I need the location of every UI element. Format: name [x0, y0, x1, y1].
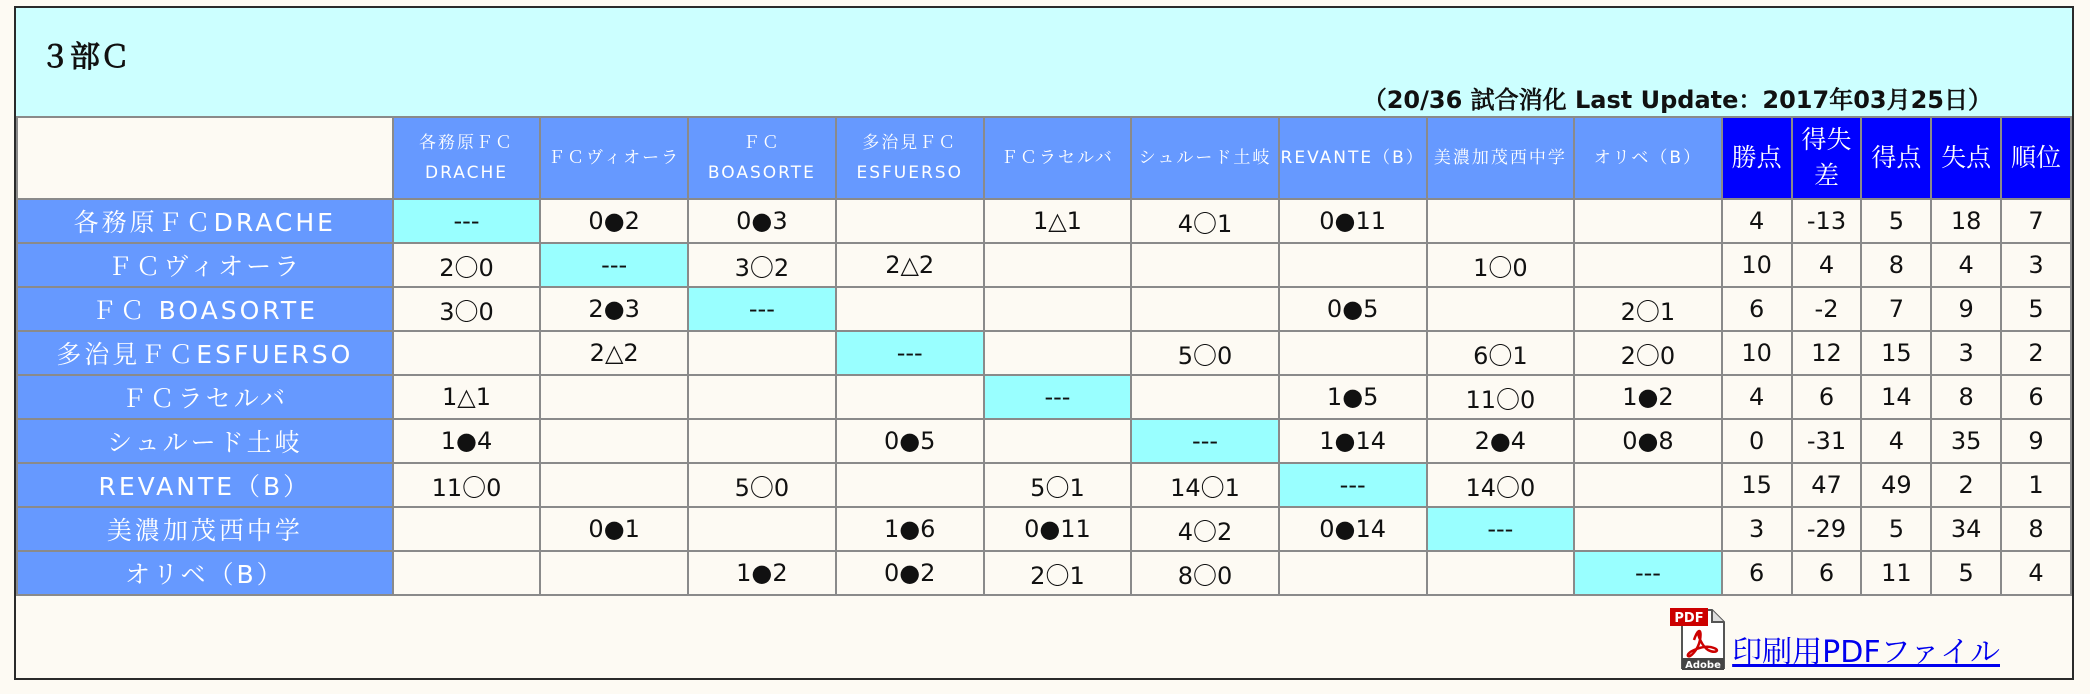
- stat-cell: 7: [2001, 199, 2071, 243]
- self-match-cell: ---: [688, 287, 836, 331]
- match-result-cell: 14〇0: [1427, 463, 1575, 507]
- column-header-team: ＦＣ BOASORTE: [688, 117, 836, 199]
- pdf-footer: [1668, 602, 2000, 672]
- match-result-cell: [1574, 243, 1722, 287]
- self-match-cell: ---: [1574, 551, 1722, 595]
- column-header-team: ＦＣヴィオーラ: [540, 117, 688, 199]
- match-result-cell: 0●11: [984, 507, 1132, 551]
- row-header-team: 各務原ＦＣDRACHE: [17, 199, 393, 243]
- stat-cell: -29: [1792, 507, 1862, 551]
- self-match-cell: ---: [393, 199, 541, 243]
- standings-table: [16, 116, 2072, 596]
- division-title: ３部Ｃ: [40, 40, 130, 75]
- column-header-stat: 勝点: [1722, 117, 1792, 199]
- match-result-cell: [1279, 243, 1427, 287]
- stat-cell: 3: [1722, 507, 1792, 551]
- match-result-cell: [1131, 287, 1279, 331]
- match-result-cell: [984, 243, 1132, 287]
- stat-cell: -2: [1792, 287, 1862, 331]
- match-result-cell: 4〇2: [1131, 507, 1279, 551]
- stat-cell: 2: [1931, 463, 2001, 507]
- match-result-cell: 6〇1: [1427, 331, 1575, 375]
- header-row: [17, 117, 2071, 199]
- match-result-cell: [1574, 463, 1722, 507]
- self-match-cell: ---: [1279, 463, 1427, 507]
- stat-cell: 5: [1861, 507, 1931, 551]
- match-result-cell: [540, 375, 688, 419]
- match-result-cell: 2●3: [540, 287, 688, 331]
- match-result-cell: 5〇1: [984, 463, 1132, 507]
- column-header-team: シュルード土岐: [1131, 117, 1279, 199]
- match-result-cell: [1427, 199, 1575, 243]
- match-result-cell: 1●6: [836, 507, 984, 551]
- row-header-team: REVANTE（B）: [17, 463, 393, 507]
- match-result-cell: 2〇1: [984, 551, 1132, 595]
- row-header-team: ＦＣラセルバ: [17, 375, 393, 419]
- stat-cell: 11: [1861, 551, 1931, 595]
- print-pdf-link[interactable]: 印刷用PDFファイル: [1732, 635, 2000, 670]
- match-result-cell: [688, 419, 836, 463]
- match-result-cell: 0●1: [540, 507, 688, 551]
- stat-cell: 4: [1722, 199, 1792, 243]
- table-row: [17, 287, 2071, 331]
- match-result-cell: [984, 331, 1132, 375]
- stat-cell: 7: [1861, 287, 1931, 331]
- column-header-stat: 得失差: [1792, 117, 1862, 199]
- stat-cell: 14: [1861, 375, 1931, 419]
- self-match-cell: ---: [540, 243, 688, 287]
- match-result-cell: 8〇0: [1131, 551, 1279, 595]
- match-result-cell: 14〇1: [1131, 463, 1279, 507]
- adobe-brand-label: Adobe: [1685, 660, 1721, 671]
- column-header-stat: 順位: [2001, 117, 2071, 199]
- match-result-cell: 2△2: [540, 331, 688, 375]
- stat-cell: -13: [1792, 199, 1862, 243]
- stat-cell: 5: [2001, 287, 2071, 331]
- stat-cell: 4: [1722, 375, 1792, 419]
- match-result-cell: 2〇0: [1574, 331, 1722, 375]
- table-row: [17, 551, 2071, 595]
- table-row: [17, 419, 2071, 463]
- match-result-cell: [1574, 199, 1722, 243]
- stat-cell: 5: [1861, 199, 1931, 243]
- match-result-cell: 5〇0: [1131, 331, 1279, 375]
- match-result-cell: 1●5: [1279, 375, 1427, 419]
- match-result-cell: [836, 375, 984, 419]
- table-row: [17, 331, 2071, 375]
- stat-cell: 8: [1931, 375, 2001, 419]
- stat-cell: 12: [1792, 331, 1862, 375]
- stat-cell: 4: [1792, 243, 1862, 287]
- self-match-cell: ---: [836, 331, 984, 375]
- stat-cell: 4: [1931, 243, 2001, 287]
- stat-cell: 6: [1722, 287, 1792, 331]
- match-result-cell: [688, 507, 836, 551]
- match-result-cell: [393, 331, 541, 375]
- table-row: [17, 199, 2071, 243]
- stat-cell: 6: [1722, 551, 1792, 595]
- match-result-cell: 0●2: [836, 551, 984, 595]
- panel-header: [16, 8, 2072, 117]
- pdf-file-icon[interactable]: [1668, 606, 1730, 672]
- match-result-cell: [1427, 551, 1575, 595]
- table-row: [17, 507, 2071, 551]
- stat-cell: 6: [2001, 375, 2071, 419]
- stat-cell: 9: [2001, 419, 2071, 463]
- match-result-cell: 0●3: [688, 199, 836, 243]
- stat-cell: 10: [1722, 243, 1792, 287]
- match-result-cell: 4〇1: [1131, 199, 1279, 243]
- match-result-cell: 3〇2: [688, 243, 836, 287]
- update-info: （20/36 試合消化 Last Update：2017年03月25日）: [1362, 86, 1992, 114]
- match-result-cell: [984, 287, 1132, 331]
- self-match-cell: ---: [1131, 419, 1279, 463]
- table-row: [17, 243, 2071, 287]
- column-header-team: ＦＣラセルバ: [984, 117, 1132, 199]
- match-result-cell: 5〇0: [688, 463, 836, 507]
- match-result-cell: [540, 419, 688, 463]
- match-result-cell: [1427, 287, 1575, 331]
- column-header-team: REVANTE（B）: [1279, 117, 1427, 199]
- column-header-stat: 失点: [1931, 117, 2001, 199]
- match-result-cell: 11〇0: [1427, 375, 1575, 419]
- match-result-cell: 1△1: [984, 199, 1132, 243]
- match-result-cell: 2△2: [836, 243, 984, 287]
- column-header-team: 各務原ＦＣDRACHE: [393, 117, 541, 199]
- match-result-cell: [836, 199, 984, 243]
- match-result-cell: [836, 287, 984, 331]
- column-header-stat: 得点: [1861, 117, 1931, 199]
- stat-cell: 6: [1792, 375, 1862, 419]
- stat-cell: 9: [1931, 287, 2001, 331]
- stat-cell: 2: [2001, 331, 2071, 375]
- stat-cell: 35: [1931, 419, 2001, 463]
- match-result-cell: [984, 419, 1132, 463]
- stat-cell: 49: [1861, 463, 1931, 507]
- match-result-cell: [540, 463, 688, 507]
- match-result-cell: 1●14: [1279, 419, 1427, 463]
- match-result-cell: 0●5: [1279, 287, 1427, 331]
- stat-cell: 3: [2001, 243, 2071, 287]
- match-result-cell: 3〇0: [393, 287, 541, 331]
- stat-cell: 15: [1722, 463, 1792, 507]
- match-result-cell: 1●4: [393, 419, 541, 463]
- table-row: [17, 463, 2071, 507]
- stat-cell: 10: [1722, 331, 1792, 375]
- row-header-team: 美濃加茂西中学: [17, 507, 393, 551]
- stat-cell: 8: [1861, 243, 1931, 287]
- stat-cell: 15: [1861, 331, 1931, 375]
- row-header-team: オリベ（B）: [17, 551, 393, 595]
- stat-cell: 6: [1792, 551, 1862, 595]
- stat-cell: 4: [2001, 551, 2071, 595]
- stat-cell: 1: [2001, 463, 2071, 507]
- match-result-cell: [1279, 331, 1427, 375]
- match-result-cell: [1131, 243, 1279, 287]
- match-result-cell: 2〇1: [1574, 287, 1722, 331]
- match-result-cell: [1279, 551, 1427, 595]
- row-header-team: シュルード土岐: [17, 419, 393, 463]
- pdf-icon-label: PDF: [1674, 611, 1704, 626]
- match-result-cell: 1〇0: [1427, 243, 1575, 287]
- match-result-cell: [688, 375, 836, 419]
- stat-cell: 5: [1931, 551, 2001, 595]
- match-result-cell: 0●5: [836, 419, 984, 463]
- standings-panel: [14, 6, 2074, 680]
- match-result-cell: [836, 463, 984, 507]
- match-result-cell: 11〇0: [393, 463, 541, 507]
- stat-cell: -31: [1792, 419, 1862, 463]
- match-result-cell: 0●14: [1279, 507, 1427, 551]
- match-result-cell: 1●2: [688, 551, 836, 595]
- row-header-team: ＦＣ BOASORTE: [17, 287, 393, 331]
- column-header-team: オリベ（B）: [1574, 117, 1722, 199]
- self-match-cell: ---: [984, 375, 1132, 419]
- match-result-cell: 2●4: [1427, 419, 1575, 463]
- row-header-team: 多治見ＦＣESFUERSO: [17, 331, 393, 375]
- match-result-cell: [393, 551, 541, 595]
- row-header-team: ＦＣヴィオーラ: [17, 243, 393, 287]
- match-result-cell: 0●11: [1279, 199, 1427, 243]
- match-result-cell: 0●2: [540, 199, 688, 243]
- self-match-cell: ---: [1427, 507, 1575, 551]
- corner-cell: [17, 117, 393, 199]
- match-result-cell: 0●8: [1574, 419, 1722, 463]
- stat-cell: 8: [2001, 507, 2071, 551]
- match-result-cell: 1△1: [393, 375, 541, 419]
- column-header-team: 多治見ＦＣESFUERSO: [836, 117, 984, 199]
- match-result-cell: [540, 551, 688, 595]
- stat-cell: 47: [1792, 463, 1862, 507]
- stat-cell: 34: [1931, 507, 2001, 551]
- stat-cell: 4: [1861, 419, 1931, 463]
- stat-cell: 3: [1931, 331, 2001, 375]
- match-result-cell: [1131, 375, 1279, 419]
- match-result-cell: [1574, 507, 1722, 551]
- stat-cell: 0: [1722, 419, 1792, 463]
- match-result-cell: [393, 507, 541, 551]
- match-result-cell: [688, 331, 836, 375]
- match-result-cell: 2〇0: [393, 243, 541, 287]
- table-row: [17, 375, 2071, 419]
- column-header-team: 美濃加茂西中学: [1427, 117, 1575, 199]
- stat-cell: 18: [1931, 199, 2001, 243]
- match-result-cell: 1●2: [1574, 375, 1722, 419]
